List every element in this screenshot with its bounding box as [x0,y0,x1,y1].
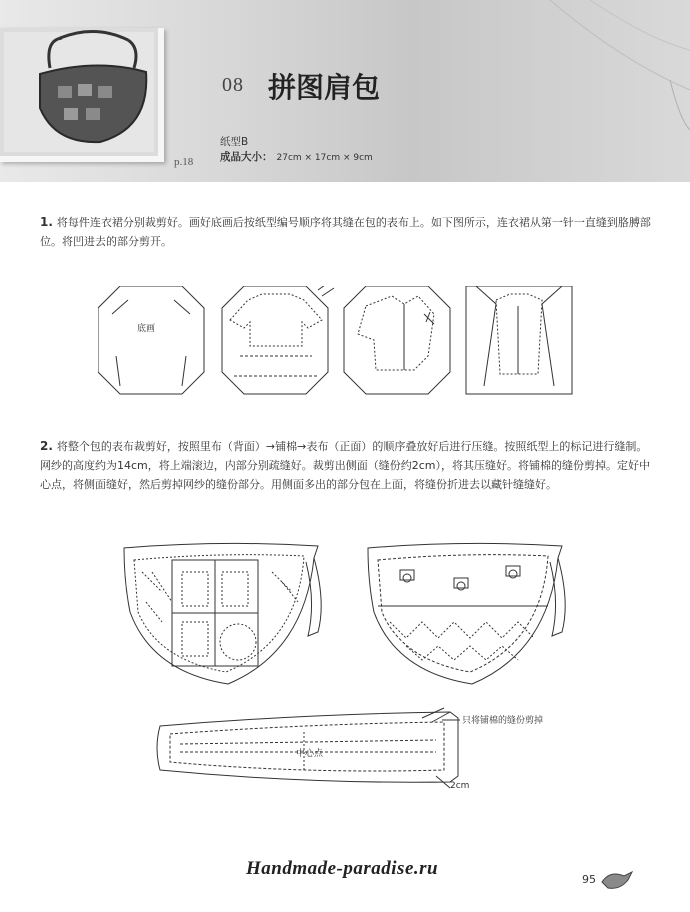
watermark: Handmade-paradise.ru [246,858,439,879]
bag-back-diagram [366,542,576,692]
size-label: 成品大小： [220,151,273,163]
header-band [0,0,690,182]
step-2-number: 2. [40,439,53,453]
page-reference: p.18 [174,156,194,168]
step-2-text: 将整个包的表布裁剪好，按照里布（背面）→铺棉→表布（正面）的顺序叠放好后进行压缝。按照纸型上的标记进行缝制。网纱的高度约为14cm，将上端滚边，内部分别疏缝好。裁剪出侧面（缝份约2cm），将其压缝好。将铺棉的缝份剪掉。定好中心点，将侧面缝好，然后剪掉网纱的缝份部分。用侧面多出的部分包在上面，将缝份折进去以藏针缝缝好。 [40,440,651,491]
bag-photo-image [0,28,158,156]
panel-dress-1 [222,286,334,394]
seam-allowance-label: 2cm [450,781,470,791]
header-decoration [530,0,690,182]
step-1-diagram [98,286,598,396]
size-line [220,149,373,164]
project-number: 08 [222,74,244,96]
note-label: 只将铺棉的缝份剪掉 [462,716,544,726]
product-photo [0,28,164,162]
bird-icon [600,868,634,890]
center-label: 中心点 [296,749,324,759]
base-label: 底画 [137,324,156,334]
step-1-number: 1. [40,215,53,229]
pattern-label: 纸型B [220,136,249,148]
project-title: 拼图肩包 [268,71,381,104]
step-1 [40,213,656,251]
size-value: 27cm × 17cm × 9cm [276,153,373,163]
page-number: 95 [582,873,596,886]
bag-front-diagram [122,542,332,692]
panel-dress-3 [466,286,572,394]
panel-base [98,286,204,394]
step-2 [40,437,656,494]
note-callout [442,712,592,732]
step-1-text: 将每件连衣裙分别裁剪好。画好底画后按纸型编号顺序将其缝在包的表布上。如下图所示，连衣裙从第一针一直缝到胳膊部位。将凹进去的部分剪开。 [40,216,651,248]
panel-dress-2 [344,286,450,394]
